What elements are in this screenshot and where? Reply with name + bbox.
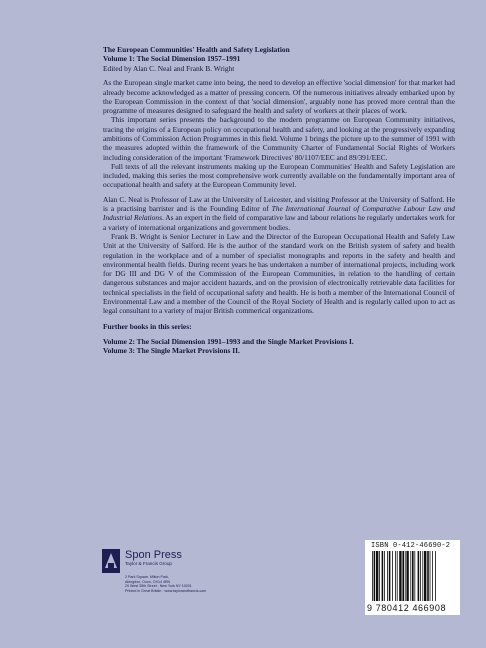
address-line: Abingdon, Oxon, OX14 4RN [125,579,171,584]
bio-neal-text-b: . As an expert in the field of comparative law and labour relations he regularly undertakes work for a variety of international organizations and government bodies. [103,213,455,232]
barcode-icon [372,551,454,601]
isbn-number: ISBN 0-412-46690-2 [371,542,451,550]
address-line: 2 Park Square, Milton Park, [125,575,169,579]
blurb-paragraph-1: As the European single market came into being, the need to develop an effective 'social dimension' for that market had already become acknowledged as a matter of pressing concern. Of the numerous initiatives already embarked upon by the European Commission in the context of that 'social dimension', arguably none has proved more central than the programme of measures designed to safeguard the health and safety of workers at their places of work. [103,78,455,116]
volume-title: Volume 1: The Social Dimension 1957–1991 [103,54,241,64]
address-line: 29 West 35th Street , New York NY 10001 [125,584,192,589]
book-title: The European Communities' Health and Safety Legislation [103,45,290,54]
journal-title: The International Journal of Comparative Labour Law and Industrial Relations [103,204,455,223]
back-cover-text [103,45,455,356]
bio-neal-text-a: Alan C. Neal is Professor of Law at the University of Leicester, and visiting Professor at the University of Salford. He is a practising barrister and is the Founding Editor of [103,194,455,214]
editors-line: Edited by Alan C. Neal and Frank B. Wright [103,63,235,73]
further-book-vol-3: Volume 3: The Single Market Provisions II. [103,346,240,356]
publisher-group: Taylor & Francis Group [125,561,172,566]
further-books-title: Further books in this series: [103,321,192,331]
spon-press-logo-icon [102,549,120,573]
publisher-name: Spon Press [125,549,182,561]
blurb-paragraph-2: This important series presents the background to the modern programme on European Community initiatives, tracing the origins of a European policy on occupational health and safety, and looking at the progressively expanding ambitions of Commission Action Programmes in this field. Volume 1 brings the picture up to the summer of 1991 with the measures adopted within the framework of the Community Charter of Fundamental Social Rights of Workers including consideration of the important 'Framework Directives' 80/1107/EEC and 89/391/EEC. [103,115,455,162]
bio-neal [103,195,455,232]
bio-wright: Frank B. Wright is Senior Lecturer in Law and the Director of the European Occupational Health and Safely Law Unit at the University of Salford. He is the author of the standard work on the British system of safety and health regulation in the workplace and of a number of specialist monographs and reports in the safety and health and environmental health fields. During recent years he has undertaken a number of international projects, including work for DG III and DG V of the Commission of the European Communities, in relation to the handling of certain dangerous substances and major accident hazards, and on the provision of electronically retrievable data facilities for technical specialists in the field of occupational safety and health. He is both a member of the International Council of Environmental Law and a member of the Council of the Royal Society of Health and is regularly called upon to act as legal consultant to a variety of major British commerical organizations. [103,231,455,316]
ean-number: 9 780412 466908 [367,603,447,613]
barcode-panel [365,540,460,615]
address-line: Printed in Great Britain · www.taylorandfrancis.com [125,588,207,593]
blurb-paragraph-3: Full texts of all the relevant instruments making up the European Communities' Health and Safety Legislation are included, making this series the most comprehensive work currently available on the fundamentally important area of occupational health and safety at the European Community level. [103,161,455,190]
publisher-address [125,575,206,593]
publisher-logo [102,549,182,573]
further-book-vol-2: Volume 2: The Social Dimension 1991–1993 and the Single Market Provisions I. [103,337,354,347]
